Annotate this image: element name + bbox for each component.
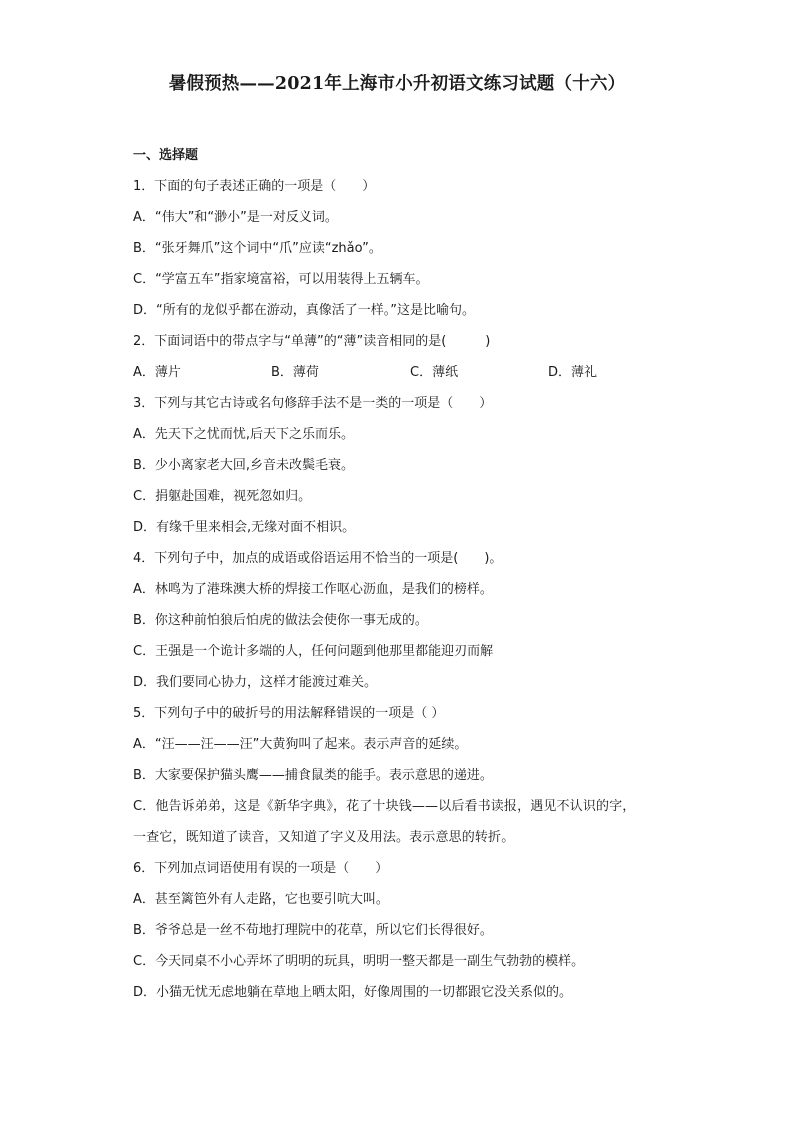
question-1-stem: 1．下面的句子表述正确的一项是（ ） bbox=[133, 179, 376, 194]
question-4-option-c: C．王强是一个诡计多端的人，任何问题到他那里都能迎刃而解 bbox=[133, 644, 494, 659]
question-1-option-b: B．“张牙舞爪”这个词中“爪”应读“zhǎo”。 bbox=[133, 241, 382, 256]
question-4-option-d: D．我们要同心协力，这样才能渡过难关。 bbox=[133, 675, 378, 690]
question-2-option-b: B．薄荷 bbox=[271, 365, 319, 380]
question-6-option-d: D．小猫无忧无虑地躺在草地上晒太阳，好像周围的一切都跟它没关系似的。 bbox=[133, 985, 573, 1000]
question-5-option-a: A．“汪——汪——汪”大黄狗叫了起来。表示声音的延续。 bbox=[133, 737, 468, 752]
question-2-option-a: A．薄片 bbox=[133, 365, 181, 380]
question-1-option-d: D．“所有的龙似乎都在游动，真像活了一样。”这是比喻句。 bbox=[133, 303, 475, 318]
question-2-option-d: D．薄礼 bbox=[548, 365, 598, 380]
question-4-option-b: B．你这种前怕狼后怕虎的做法会使你一事无成的。 bbox=[133, 613, 428, 628]
question-3-option-b: B．少小离家老大回,乡音未改鬓毛衰。 bbox=[133, 458, 355, 473]
question-list bbox=[133, 148, 693, 1008]
question-4-option-a: A．林鸣为了港珠澳大桥的焊接工作呕心沥血，是我们的榜样。 bbox=[133, 582, 493, 597]
question-2-options bbox=[133, 357, 693, 388]
question-1-option-a: A．“伟大”和“渺小”是一对反义词。 bbox=[133, 210, 338, 225]
question-6-option-a: A．甚至篱笆外有人走路，它也要引吭大叫。 bbox=[133, 892, 389, 907]
section-heading: 一、选择题 bbox=[133, 148, 199, 163]
question-3-option-d: D．有缘千里来相会,无缘对面不相识。 bbox=[133, 520, 356, 535]
question-6-option-c: C．今天同桌不小心弄坏了明明的玩具，明明一整天都是一副生气勃勃的模样。 bbox=[133, 954, 585, 969]
question-3-stem: 3．下列与其它古诗或名句修辞手法不是一类的一项是（ ） bbox=[133, 396, 493, 411]
question-5-option-b: B．大家要保护猫头鹰——捕食鼠类的能手。表示意思的递进。 bbox=[133, 768, 493, 783]
question-6-option-b: B．爷爷总是一丝不苟地打理院中的花草，所以它们长得很好。 bbox=[133, 923, 493, 938]
question-5-option-c: C．他告诉弟弟，这是《新华字典》，花了十块钱——以后看书读报，遇见不认识的字， bbox=[133, 799, 636, 814]
question-2-option-c: C．薄纸 bbox=[410, 365, 459, 380]
question-5-stem: 5．下列句子中的破折号的用法解释错误的一项是（ ） bbox=[133, 706, 445, 721]
question-5-option-c-continued: 一查它，既知道了读音，又知道了字义及用法。表示意思的转折。 bbox=[133, 830, 515, 845]
question-1-option-c: C．“学富五车”指家境富裕，可以用装得上五辆车。 bbox=[133, 272, 429, 287]
question-6-stem: 6．下列加点词语使用有误的一项是（ ） bbox=[133, 861, 389, 876]
question-3-option-a: A．先天下之忧而忧,后天下之乐而乐。 bbox=[133, 427, 355, 442]
question-2-stem: 2．下面词语中的带点字与“单薄”的“薄”读音相同的是( ) bbox=[133, 334, 491, 349]
question-3-option-c: C．捐躯赴国难，视死忽如归。 bbox=[133, 489, 312, 504]
page-title: 暑假预热——2021年上海市小升初语文练习试题（十六） bbox=[168, 74, 626, 94]
question-4-stem: 4．下列句子中，加点的成语或俗语运用不恰当的一项是( )。 bbox=[133, 551, 503, 566]
